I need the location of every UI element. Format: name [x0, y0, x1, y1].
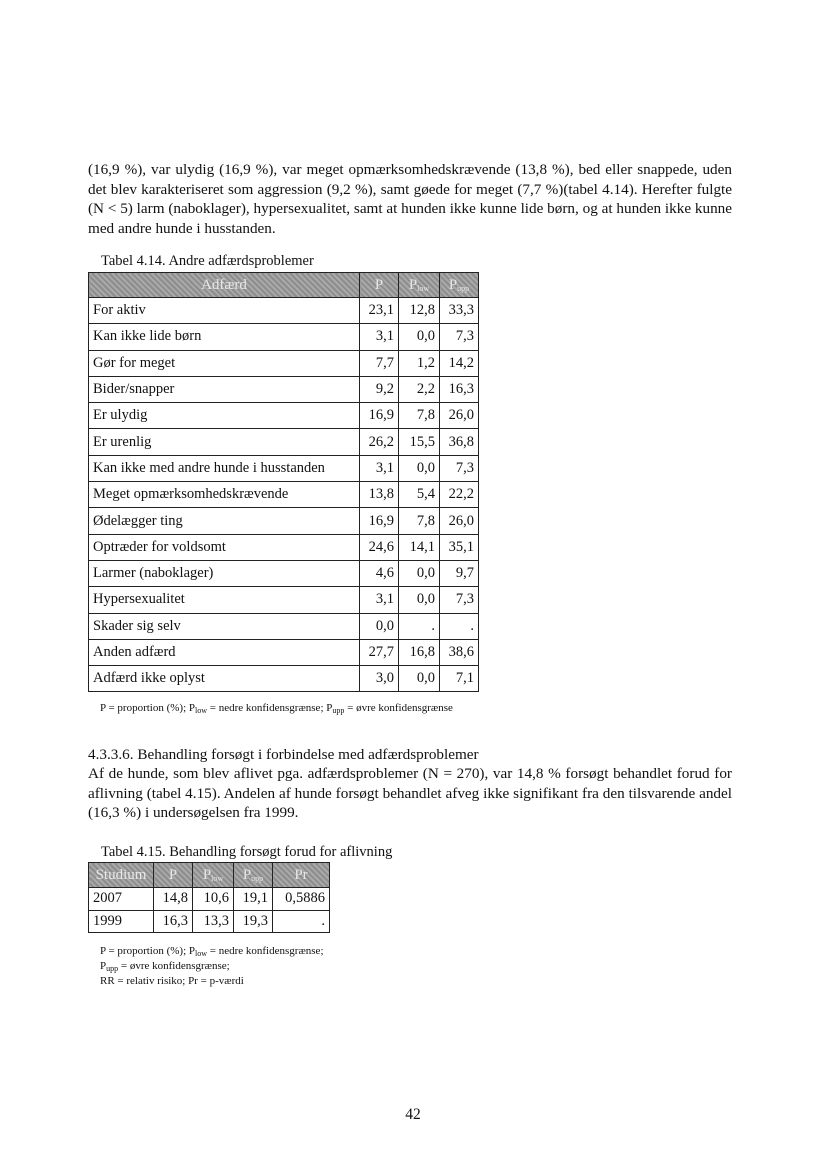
- cell-behaviour: Larmer (naboklager): [89, 560, 360, 586]
- cell-p-upp: 38,6: [440, 639, 479, 665]
- table-row: [89, 639, 479, 665]
- cell-study: 1999: [89, 910, 154, 933]
- table-row: [89, 587, 479, 613]
- cell-p: 16,3: [154, 910, 193, 933]
- cell-p-low: 2,2: [399, 376, 440, 402]
- cell-behaviour: Gør for meget: [89, 350, 360, 376]
- table-4-14: [88, 272, 479, 692]
- cell-behaviour: Adfærd ikke oplyst: [89, 666, 360, 692]
- cell-p-upp: 22,2: [440, 482, 479, 508]
- cell-p: 0,0: [360, 613, 399, 639]
- cell-p-low: 7,8: [399, 508, 440, 534]
- cell-p: 16,9: [360, 508, 399, 534]
- cell-p-upp: 33,3: [440, 298, 479, 324]
- cell-p-upp: 16,3: [440, 376, 479, 402]
- cell-p: 14,8: [154, 888, 193, 911]
- cell-p-upp: 7,3: [440, 587, 479, 613]
- cell-p-low: 12,8: [399, 298, 440, 324]
- note-line: RR = relativ risiko; Pr = p-værdi: [100, 975, 244, 987]
- table-4-15: [88, 862, 330, 933]
- table-row: [89, 910, 330, 933]
- table-4-15-body: [89, 888, 330, 933]
- cell-behaviour: Kan ikke lide børn: [89, 324, 360, 350]
- table-row: [89, 613, 479, 639]
- header-p-upp: $P_{upp}$: [440, 273, 479, 298]
- cell-behaviour: Kan ikke med andre hunde i husstanden: [89, 455, 360, 481]
- header-p-low: $P_{low}$: [399, 273, 440, 298]
- cell-p-upp: 14,2: [440, 350, 479, 376]
- page-number: 42: [405, 1106, 421, 1123]
- note-line: $P_{upp}$ = øvre konfidensgrænse;: [100, 960, 230, 973]
- table-header-row: [89, 273, 479, 298]
- cell-p: 7,7: [360, 350, 399, 376]
- cell-pr: 0,5886: [273, 888, 330, 911]
- section-paragraph: Af de hunde, som blev aflivet pga. adfærdsproblemer (N = 270), var 14,8 % forsøgt behandlet forud for aflivning (tabel 4.15). Andelen af hunde forsøgt behandlet afveg ikke signifikant fra den tilsvarende andel (16,3 %) i undersøgelsen fra 1999.: [88, 765, 732, 821]
- cell-p-upp: 35,1: [440, 534, 479, 560]
- table-row: [89, 403, 479, 429]
- cell-p-low: .: [399, 613, 440, 639]
- cell-p-upp: .: [440, 613, 479, 639]
- cell-behaviour: Bider/snapper: [89, 376, 360, 402]
- header-p: P: [154, 863, 193, 888]
- table-row: [89, 455, 479, 481]
- cell-p: 4,6: [360, 560, 399, 586]
- note-line: P = proportion (%); $P_{low}$ = nedre konfidensgrænse;: [100, 945, 324, 958]
- cell-p: 3,0: [360, 666, 399, 692]
- cell-behaviour: Er urenlig: [89, 429, 360, 455]
- header-pr: Pr: [273, 863, 330, 888]
- cell-behaviour: Skader sig selv: [89, 613, 360, 639]
- table-row: [89, 324, 479, 350]
- table-4-15-caption: Tabel 4.15. Behandling forsøgt forud for aflivning: [101, 844, 393, 860]
- table-row: [89, 298, 479, 324]
- cell-p: 3,1: [360, 587, 399, 613]
- cell-p: 23,1: [360, 298, 399, 324]
- header-studium: Studium: [89, 863, 154, 888]
- section-heading: 4.3.3.6. Behandling forsøgt i forbindelse med adfærdsproblemer: [88, 746, 479, 763]
- table-row: [89, 888, 330, 911]
- cell-p-low: 5,4: [399, 482, 440, 508]
- cell-p-upp: 7,3: [440, 455, 479, 481]
- table-4-14-caption: Tabel 4.14. Andre adfærdsproblemer: [101, 253, 314, 269]
- cell-study: 2007: [89, 888, 154, 911]
- cell-p-low: 0,0: [399, 324, 440, 350]
- table-row: [89, 534, 479, 560]
- table-row: [89, 666, 479, 692]
- cell-p-low: 10,6: [193, 888, 234, 911]
- cell-p-low: 0,0: [399, 587, 440, 613]
- cell-p: 9,2: [360, 376, 399, 402]
- table-row: [89, 350, 479, 376]
- cell-p-upp: 26,0: [440, 403, 479, 429]
- cell-p: 24,6: [360, 534, 399, 560]
- table-row: [89, 508, 479, 534]
- header-p-upp: $P_{upp}$: [234, 863, 273, 888]
- table-row: [89, 376, 479, 402]
- cell-pr: .: [273, 910, 330, 933]
- cell-p: 16,9: [360, 403, 399, 429]
- cell-p: 3,1: [360, 324, 399, 350]
- cell-p-upp: 19,3: [234, 910, 273, 933]
- cell-behaviour: Anden adfærd: [89, 639, 360, 665]
- cell-p-low: 0,0: [399, 455, 440, 481]
- intro-paragraph: (16,9 %), var ulydig (16,9 %), var meget opmærksomhedskrævende (13,8 %), bed eller snappede, uden det blev karakteriseret som aggression (9,2 %), samt gøede for meget (7,7 %)(tabel 4.14). Herefter fulgte (N < 5) larm (naboklager), hypersexualitet, samt at hunden ikke kunne lide børn, og at hunden ikke kunne med andre hunde i husstanden.: [88, 161, 732, 237]
- cell-behaviour: Ødelægger ting: [89, 508, 360, 534]
- table-header-row: [89, 863, 330, 888]
- cell-p-upp: 19,1: [234, 888, 273, 911]
- cell-p-upp: 7,3: [440, 324, 479, 350]
- header-p-low: $P_{low}$: [193, 863, 234, 888]
- header-p: P: [360, 273, 399, 298]
- cell-p-upp: 7,1: [440, 666, 479, 692]
- cell-p: 26,2: [360, 429, 399, 455]
- cell-behaviour: Optræder for voldsomt: [89, 534, 360, 560]
- cell-p-low: 1,2: [399, 350, 440, 376]
- cell-behaviour: For aktiv: [89, 298, 360, 324]
- cell-p-low: 15,5: [399, 429, 440, 455]
- cell-p-low: 14,1: [399, 534, 440, 560]
- cell-p-low: 0,0: [399, 666, 440, 692]
- cell-p-low: 7,8: [399, 403, 440, 429]
- cell-p: 27,7: [360, 639, 399, 665]
- table-row: [89, 429, 479, 455]
- cell-p-low: 13,3: [193, 910, 234, 933]
- table-4-14-body: [89, 298, 479, 692]
- table-4-14-note: P = proportion (%); $P_{low}$ = nedre konfidensgrænse; $P_{upp}$ = øvre konfidensgrænse: [100, 702, 453, 715]
- cell-p-low: 16,8: [399, 639, 440, 665]
- cell-p: 13,8: [360, 482, 399, 508]
- cell-behaviour: Hypersexualitet: [89, 587, 360, 613]
- header-adfaerd: Adfærd: [89, 273, 360, 298]
- cell-p-upp: 26,0: [440, 508, 479, 534]
- cell-p-upp: 9,7: [440, 560, 479, 586]
- table-4-15-note: [100, 945, 324, 988]
- table-row: [89, 560, 479, 586]
- cell-behaviour: Er ulydig: [89, 403, 360, 429]
- table-row: [89, 482, 479, 508]
- cell-p-low: 0,0: [399, 560, 440, 586]
- cell-p-upp: 36,8: [440, 429, 479, 455]
- cell-behaviour: Meget opmærksomhedskrævende: [89, 482, 360, 508]
- cell-p: 3,1: [360, 455, 399, 481]
